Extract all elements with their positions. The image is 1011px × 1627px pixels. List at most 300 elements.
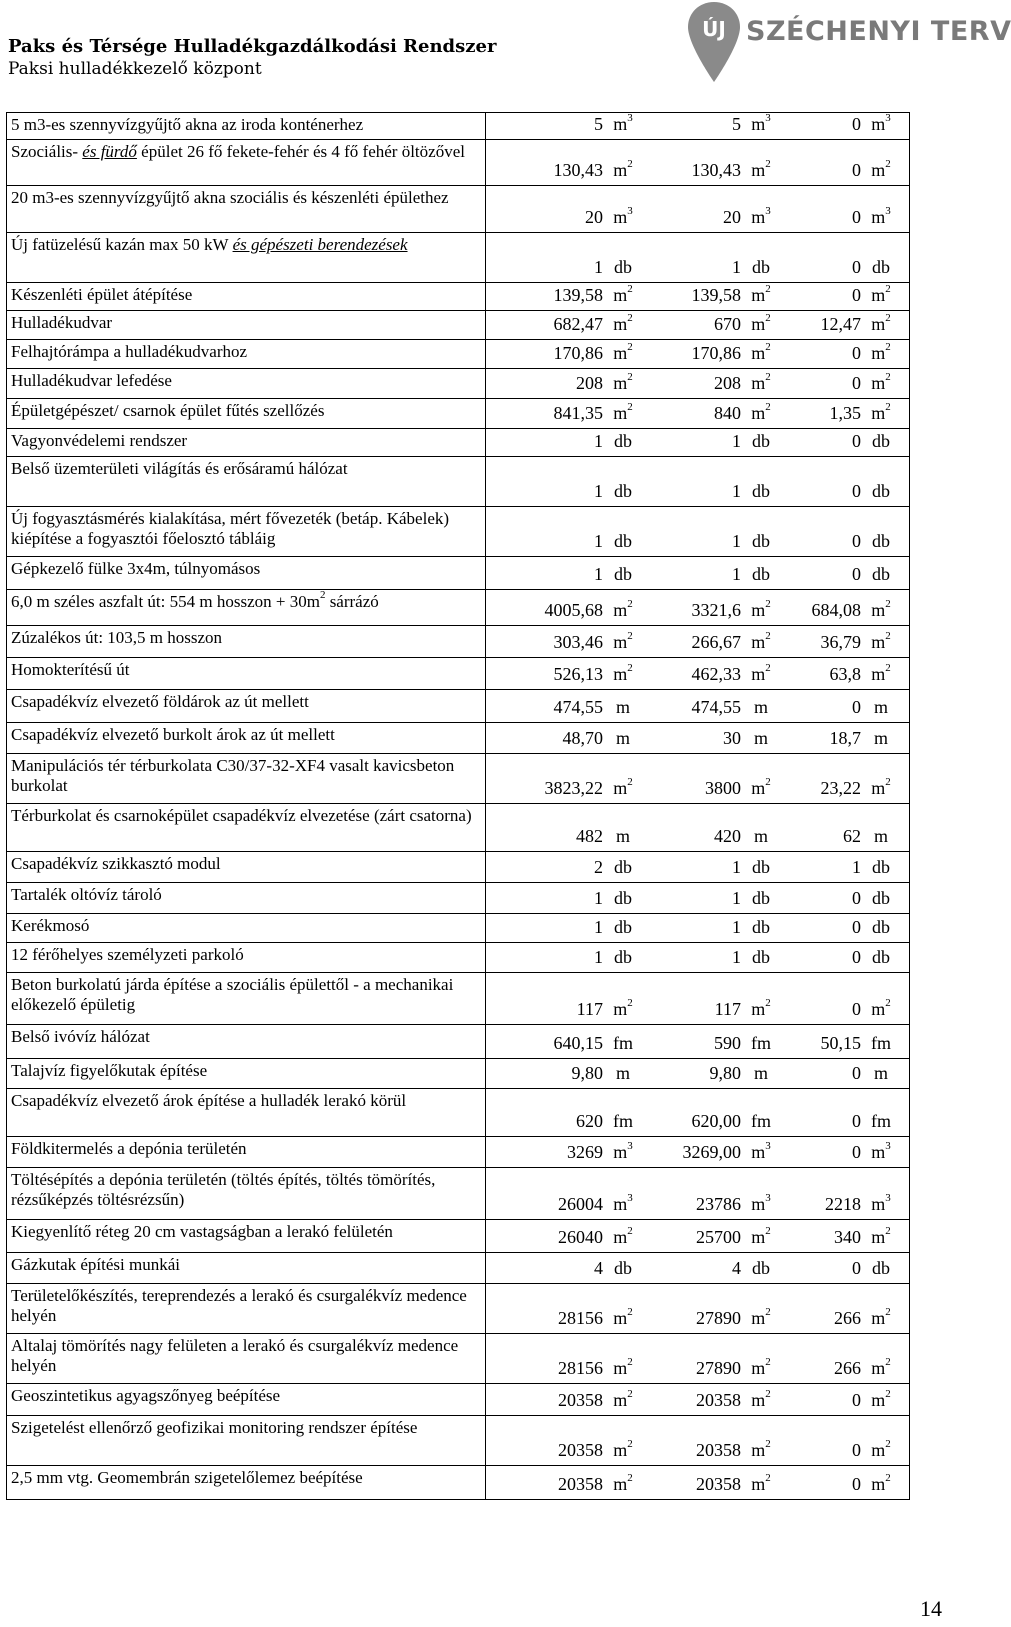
unit-exponent: 2 <box>627 1472 633 1484</box>
table-row <box>7 457 910 507</box>
unit-text: db <box>614 431 632 451</box>
item-name-text: Csapadékvíz szikkasztó modul <box>11 854 221 873</box>
item-name <box>7 140 486 186</box>
planned-quantity: 130,43 <box>553 160 603 180</box>
remaining-quantity: 0 <box>852 1063 861 1083</box>
planned-unit <box>603 826 643 847</box>
item-name-text: Altalaj tömörítés nagy felületen a lerakó és csurgalékvíz medence helyén <box>11 1336 459 1375</box>
planned-quantity: 1 <box>594 531 603 551</box>
completed-quantity: 620,00 <box>691 1111 741 1131</box>
planned-unit <box>603 373 643 394</box>
table-row <box>7 140 910 186</box>
completed-unit <box>741 999 781 1020</box>
table-row <box>7 507 910 557</box>
item-name <box>7 1416 486 1466</box>
unit-exponent: 2 <box>765 371 771 383</box>
unit-exponent: 3 <box>627 112 633 124</box>
item-values <box>486 1416 910 1466</box>
completed-quantity: 1 <box>732 857 741 877</box>
table-row <box>7 233 910 283</box>
completed-quantity: 1 <box>732 947 741 967</box>
unit-text: m <box>613 632 628 652</box>
unit-text: db <box>872 888 890 908</box>
item-values <box>486 1168 910 1220</box>
remaining-unit <box>861 403 901 424</box>
item-name <box>7 340 486 369</box>
remaining-unit <box>861 826 901 847</box>
values-row <box>486 1474 909 1499</box>
unit-exponent: 2 <box>885 341 891 353</box>
planned-quantity: 1 <box>594 481 603 501</box>
item-name <box>7 658 486 690</box>
completed-quantity: 9,80 <box>709 1063 741 1083</box>
unit-exponent: 2 <box>627 1438 633 1450</box>
item-values <box>486 186 910 233</box>
remaining-unit <box>861 531 901 552</box>
item-values <box>486 1059 910 1089</box>
remaining-quantity: 18,7 <box>829 728 861 748</box>
completed-unit <box>741 531 781 552</box>
unit-text: m <box>751 1308 766 1328</box>
completed-unit <box>741 917 781 938</box>
planned-unit <box>603 697 643 718</box>
completed-quantity: 474,55 <box>691 697 741 717</box>
table-row <box>7 557 910 590</box>
unit-text: m <box>871 1227 886 1247</box>
item-name <box>7 233 486 283</box>
remaining-unit <box>861 999 901 1020</box>
unit-text: db <box>752 564 770 584</box>
remaining-quantity: 0 <box>852 343 861 363</box>
unit-exponent: 3 <box>765 112 771 124</box>
planned-quantity: 20358 <box>558 1390 603 1410</box>
unit-text: m <box>613 114 628 134</box>
unit-text: m <box>873 697 888 717</box>
unit-exponent: 2 <box>885 1472 891 1484</box>
table-row <box>7 311 910 340</box>
planned-quantity: 2 <box>594 857 603 877</box>
unit-text: m <box>751 664 766 684</box>
unit-text: fm <box>613 1033 633 1053</box>
planned-quantity: 3823,22 <box>544 778 603 798</box>
unit-text: m <box>615 697 630 717</box>
unit-text: m <box>871 343 886 363</box>
unit-exponent: 2 <box>885 1306 891 1318</box>
item-name-text: Belső ivóvíz hálózat <box>11 1027 150 1046</box>
planned-quantity: 4 <box>594 1258 603 1278</box>
unit-text: db <box>872 1258 890 1278</box>
table-row <box>7 399 910 429</box>
item-name-text: 12 férőhelyes személyzeti parkoló <box>11 945 244 964</box>
planned-quantity: 139,58 <box>553 285 603 305</box>
table-row <box>7 658 910 690</box>
unit-text: m <box>751 114 766 134</box>
unit-text: db <box>752 947 770 967</box>
planned-unit <box>603 343 643 364</box>
unit-exponent: 2 <box>765 1388 771 1400</box>
unit-exponent: 2 <box>765 1356 771 1368</box>
item-name-emphasis: és gépészeti berendezések <box>232 235 408 254</box>
item-name <box>7 973 486 1025</box>
unit-text: m <box>871 160 886 180</box>
unit-text: m <box>871 999 886 1019</box>
remaining-unit <box>861 1258 901 1279</box>
unit-exponent: 2 <box>627 1388 633 1400</box>
completed-unit <box>741 1227 781 1248</box>
unit-exponent: 3 <box>765 205 771 217</box>
unit-text: db <box>872 917 890 937</box>
planned-unit <box>603 1358 643 1379</box>
completed-unit <box>741 1063 781 1084</box>
unit-text: db <box>752 917 770 937</box>
item-name <box>7 507 486 557</box>
unit-text: db <box>752 257 770 277</box>
completed-quantity: 23786 <box>696 1194 741 1214</box>
unit-text: m <box>871 778 886 798</box>
planned-quantity: 28156 <box>558 1358 603 1378</box>
document-title: Paks és Térsége Hulladékgazdálkodási Rendszer <box>8 36 497 57</box>
completed-quantity: 3321,6 <box>691 600 741 620</box>
unit-exponent: 2 <box>885 662 891 674</box>
item-name-text: 2,5 mm vtg. Geomembrán szigetelőlemez beépítése <box>11 1468 363 1487</box>
item-name <box>7 754 486 804</box>
unit-text: db <box>872 531 890 551</box>
completed-quantity: 117 <box>714 999 741 1019</box>
unit-text: m <box>751 778 766 798</box>
item-name <box>7 399 486 429</box>
remaining-quantity: 684,08 <box>811 600 861 620</box>
values-row <box>486 1308 909 1333</box>
planned-unit <box>603 481 643 502</box>
completed-unit <box>741 314 781 335</box>
unit-text: m <box>871 632 886 652</box>
values-row <box>486 857 909 882</box>
remaining-unit <box>861 778 901 799</box>
document-subtitle: Paksi hulladékkezelő központ <box>8 59 262 79</box>
unit-text: m <box>751 632 766 652</box>
item-name-text: Csapadékvíz elvezető földárok az út mellett <box>11 692 309 711</box>
completed-quantity: 1 <box>732 888 741 908</box>
remaining-quantity: 63,8 <box>829 664 861 684</box>
remaining-unit <box>861 664 901 685</box>
unit-text: m <box>613 1308 628 1328</box>
table-row <box>7 690 910 723</box>
item-values <box>486 399 910 429</box>
planned-unit <box>603 1063 643 1084</box>
completed-unit <box>741 1474 781 1495</box>
unit-exponent: 2 <box>627 1356 633 1368</box>
unit-text: m <box>615 1063 630 1083</box>
remaining-quantity: 0 <box>852 564 861 584</box>
planned-quantity: 1 <box>594 431 603 451</box>
completed-quantity: 420 <box>714 826 741 846</box>
values-row <box>486 917 909 942</box>
unit-text: m <box>871 1194 886 1214</box>
item-values <box>486 507 910 557</box>
unit-exponent: 3 <box>765 1192 771 1204</box>
values-row <box>486 531 909 556</box>
remaining-unit <box>861 343 901 364</box>
unit-exponent: 2 <box>885 1438 891 1450</box>
completed-unit <box>741 1440 781 1461</box>
unit-text: db <box>872 257 890 277</box>
planned-quantity: 20358 <box>558 1474 603 1494</box>
table-row <box>7 113 910 140</box>
unit-text: m <box>873 1063 888 1083</box>
unit-exponent: 2 <box>627 776 633 788</box>
unit-exponent: 2 <box>885 997 891 1009</box>
values-row <box>486 947 909 972</box>
remaining-unit <box>861 285 901 306</box>
unit-text: m <box>871 1474 886 1494</box>
unit-text: db <box>752 531 770 551</box>
completed-unit <box>741 1390 781 1411</box>
completed-unit <box>741 728 781 749</box>
planned-unit <box>603 314 643 335</box>
item-name <box>7 283 486 311</box>
unit-text: m <box>751 160 766 180</box>
table-row <box>7 723 910 754</box>
unit-text: m <box>751 343 766 363</box>
unit-text: m <box>871 664 886 684</box>
remaining-quantity: 0 <box>852 160 861 180</box>
item-name-text: Gázkutak építési munkái <box>11 1255 181 1274</box>
remaining-quantity: 36,79 <box>820 632 861 652</box>
unit-text: db <box>752 481 770 501</box>
values-row <box>486 1033 909 1058</box>
unit-text: db <box>614 257 632 277</box>
unit-exponent: 2 <box>765 312 771 324</box>
item-name <box>7 457 486 507</box>
values-row <box>486 1142 909 1167</box>
unit-text: m <box>613 1142 628 1162</box>
item-name-text: Tartalék oltóvíz tároló <box>11 885 162 904</box>
item-name <box>7 113 486 140</box>
remaining-quantity: 1 <box>852 857 861 877</box>
unit-text: m <box>613 1440 628 1460</box>
planned-unit <box>603 1474 643 1495</box>
completed-quantity: 670 <box>714 314 741 334</box>
unit-text: db <box>614 481 632 501</box>
unit-text: m <box>751 403 766 423</box>
unit-exponent: 3 <box>885 112 891 124</box>
unit-exponent: 3 <box>627 205 633 217</box>
unit-text: m <box>873 826 888 846</box>
table-row <box>7 369 910 399</box>
remaining-quantity: 266 <box>834 1308 861 1328</box>
completed-unit <box>741 857 781 878</box>
unit-exponent: 2 <box>765 283 771 295</box>
remaining-quantity: 23,22 <box>820 778 861 798</box>
unit-exponent: 2 <box>627 401 633 413</box>
unit-text: db <box>614 564 632 584</box>
remaining-quantity: 266 <box>834 1358 861 1378</box>
unit-exponent: 2 <box>885 1356 891 1368</box>
planned-quantity: 1 <box>594 888 603 908</box>
planned-quantity: 1 <box>594 917 603 937</box>
remaining-unit <box>861 431 901 452</box>
table-row <box>7 1416 910 1466</box>
unit-text: m <box>615 826 630 846</box>
planned-quantity: 303,46 <box>553 632 603 652</box>
values-row <box>486 1194 909 1219</box>
table-row <box>7 1334 910 1384</box>
values-row <box>486 697 909 722</box>
item-values <box>486 1253 910 1284</box>
item-values <box>486 626 910 658</box>
remaining-quantity: 0 <box>852 999 861 1019</box>
remaining-unit <box>861 632 901 653</box>
unit-exponent: 2 <box>765 598 771 610</box>
planned-unit <box>603 1308 643 1329</box>
unit-text: fm <box>871 1111 891 1131</box>
remaining-quantity: 0 <box>852 697 861 717</box>
planned-unit <box>603 888 643 909</box>
item-name-text: Gépkezelő fülke 3x4m, túlnyomásos <box>11 559 261 578</box>
unit-exponent: 2 <box>765 997 771 1009</box>
planned-unit <box>603 600 643 621</box>
unit-text: m <box>871 1358 886 1378</box>
item-values <box>486 723 910 754</box>
unit-text: m <box>871 1308 886 1328</box>
item-name-text: Szigetelést ellenőrző geofizikai monitoring rendszer építése <box>11 1418 418 1437</box>
item-values <box>486 1089 910 1137</box>
completed-unit <box>741 257 781 278</box>
remaining-unit <box>861 1111 901 1132</box>
planned-quantity: 117 <box>576 999 603 1019</box>
values-row <box>486 564 909 589</box>
unit-text: m <box>871 314 886 334</box>
completed-unit <box>741 888 781 909</box>
item-values <box>486 113 910 140</box>
completed-quantity: 462,33 <box>691 664 741 684</box>
completed-unit <box>741 403 781 424</box>
unit-text: fm <box>871 1033 891 1053</box>
unit-text: fm <box>751 1111 771 1131</box>
remaining-unit <box>861 1227 901 1248</box>
item-name-text: Új fogyasztásmérés kialakítása, mért fővezeték (betáp. Kábelek) kiépítése a fogyasztói főelosztó tábláig <box>11 509 450 548</box>
table-row <box>7 1089 910 1137</box>
remaining-quantity: 0 <box>852 431 861 451</box>
planned-unit <box>603 1390 643 1411</box>
unit-text: fm <box>613 1111 633 1131</box>
completed-unit <box>741 1111 781 1132</box>
item-name-text: Homokterítésű út <box>11 660 130 679</box>
completed-unit <box>741 1258 781 1279</box>
unit-text: m <box>871 600 886 620</box>
remaining-quantity: 0 <box>852 917 861 937</box>
completed-quantity: 3800 <box>705 778 741 798</box>
uj-pin-icon <box>686 0 742 84</box>
item-name-text: Belső üzemterületi világítás és erősáramú hálózat <box>11 459 348 478</box>
item-name-text: Vagyonvédelemi rendszer <box>11 431 188 450</box>
table-row <box>7 1168 910 1220</box>
completed-quantity: 1 <box>732 917 741 937</box>
unit-exponent: 2 <box>885 1225 891 1237</box>
item-values <box>486 943 910 973</box>
unit-text: m <box>751 1194 766 1214</box>
unit-exponent: 3 <box>885 205 891 217</box>
unit-text: db <box>752 857 770 877</box>
item-name <box>7 1059 486 1089</box>
item-values <box>486 1284 910 1334</box>
completed-quantity: 170,86 <box>691 343 741 363</box>
planned-quantity: 5 <box>594 114 603 134</box>
item-values <box>486 658 910 690</box>
remaining-quantity: 62 <box>843 826 861 846</box>
unit-text: db <box>614 531 632 551</box>
unit-text: m <box>751 1474 766 1494</box>
unit-text: db <box>872 857 890 877</box>
unit-exponent: 2 <box>885 158 891 170</box>
remaining-unit <box>861 1440 901 1461</box>
item-name <box>7 914 486 943</box>
remaining-quantity: 0 <box>852 1390 861 1410</box>
table-row <box>7 914 910 943</box>
remaining-unit <box>861 1358 901 1379</box>
completed-quantity: 139,58 <box>691 285 741 305</box>
planned-quantity: 3269 <box>567 1142 603 1162</box>
planned-quantity: 640,15 <box>553 1033 603 1053</box>
remaining-quantity: 0 <box>852 257 861 277</box>
item-values <box>486 140 910 186</box>
unit-exponent: 2 <box>765 662 771 674</box>
planned-quantity: 9,80 <box>571 1063 603 1083</box>
remaining-quantity: 50,15 <box>820 1033 861 1053</box>
item-name <box>7 1384 486 1416</box>
works-table-body <box>7 113 910 1500</box>
item-name-text: Területelőkészítés, tereprendezés a lerakó és csurgalékvíz medence helyén <box>11 1286 467 1325</box>
unit-text: m <box>873 728 888 748</box>
planned-unit <box>603 564 643 585</box>
planned-unit <box>603 531 643 552</box>
table-row <box>7 429 910 457</box>
unit-text: m <box>871 403 886 423</box>
values-row <box>486 314 909 339</box>
item-name <box>7 852 486 883</box>
completed-quantity: 20358 <box>696 1390 741 1410</box>
unit-exponent: 2 <box>885 598 891 610</box>
remaining-quantity: 0 <box>852 114 861 134</box>
remaining-unit <box>861 207 901 228</box>
values-row <box>486 207 909 232</box>
planned-unit <box>603 431 643 452</box>
completed-unit <box>741 564 781 585</box>
table-row <box>7 1384 910 1416</box>
remaining-quantity: 1,35 <box>829 403 861 423</box>
values-row <box>486 1227 909 1252</box>
unit-text: m <box>871 373 886 393</box>
unit-text: m <box>751 600 766 620</box>
unit-exponent: 2 <box>765 401 771 413</box>
planned-quantity: 474,55 <box>553 697 603 717</box>
unit-text: m <box>871 285 886 305</box>
remaining-quantity: 0 <box>852 373 861 393</box>
remaining-unit <box>861 917 901 938</box>
planned-quantity: 1 <box>594 564 603 584</box>
unit-text: m <box>753 826 768 846</box>
completed-unit <box>741 1308 781 1329</box>
planned-unit <box>603 1194 643 1215</box>
completed-quantity: 1 <box>732 564 741 584</box>
unit-exponent: 2 <box>627 1225 633 1237</box>
completed-quantity: 20 <box>723 207 741 227</box>
remaining-unit <box>861 314 901 335</box>
unit-text: db <box>614 917 632 937</box>
item-name-text: Töltésépítés a depónia területén (töltés építés, töltés tömörítés, rézsűképzés töltésrézsűn) <box>11 1170 436 1209</box>
values-row <box>486 1358 909 1383</box>
unit-text: db <box>614 888 632 908</box>
